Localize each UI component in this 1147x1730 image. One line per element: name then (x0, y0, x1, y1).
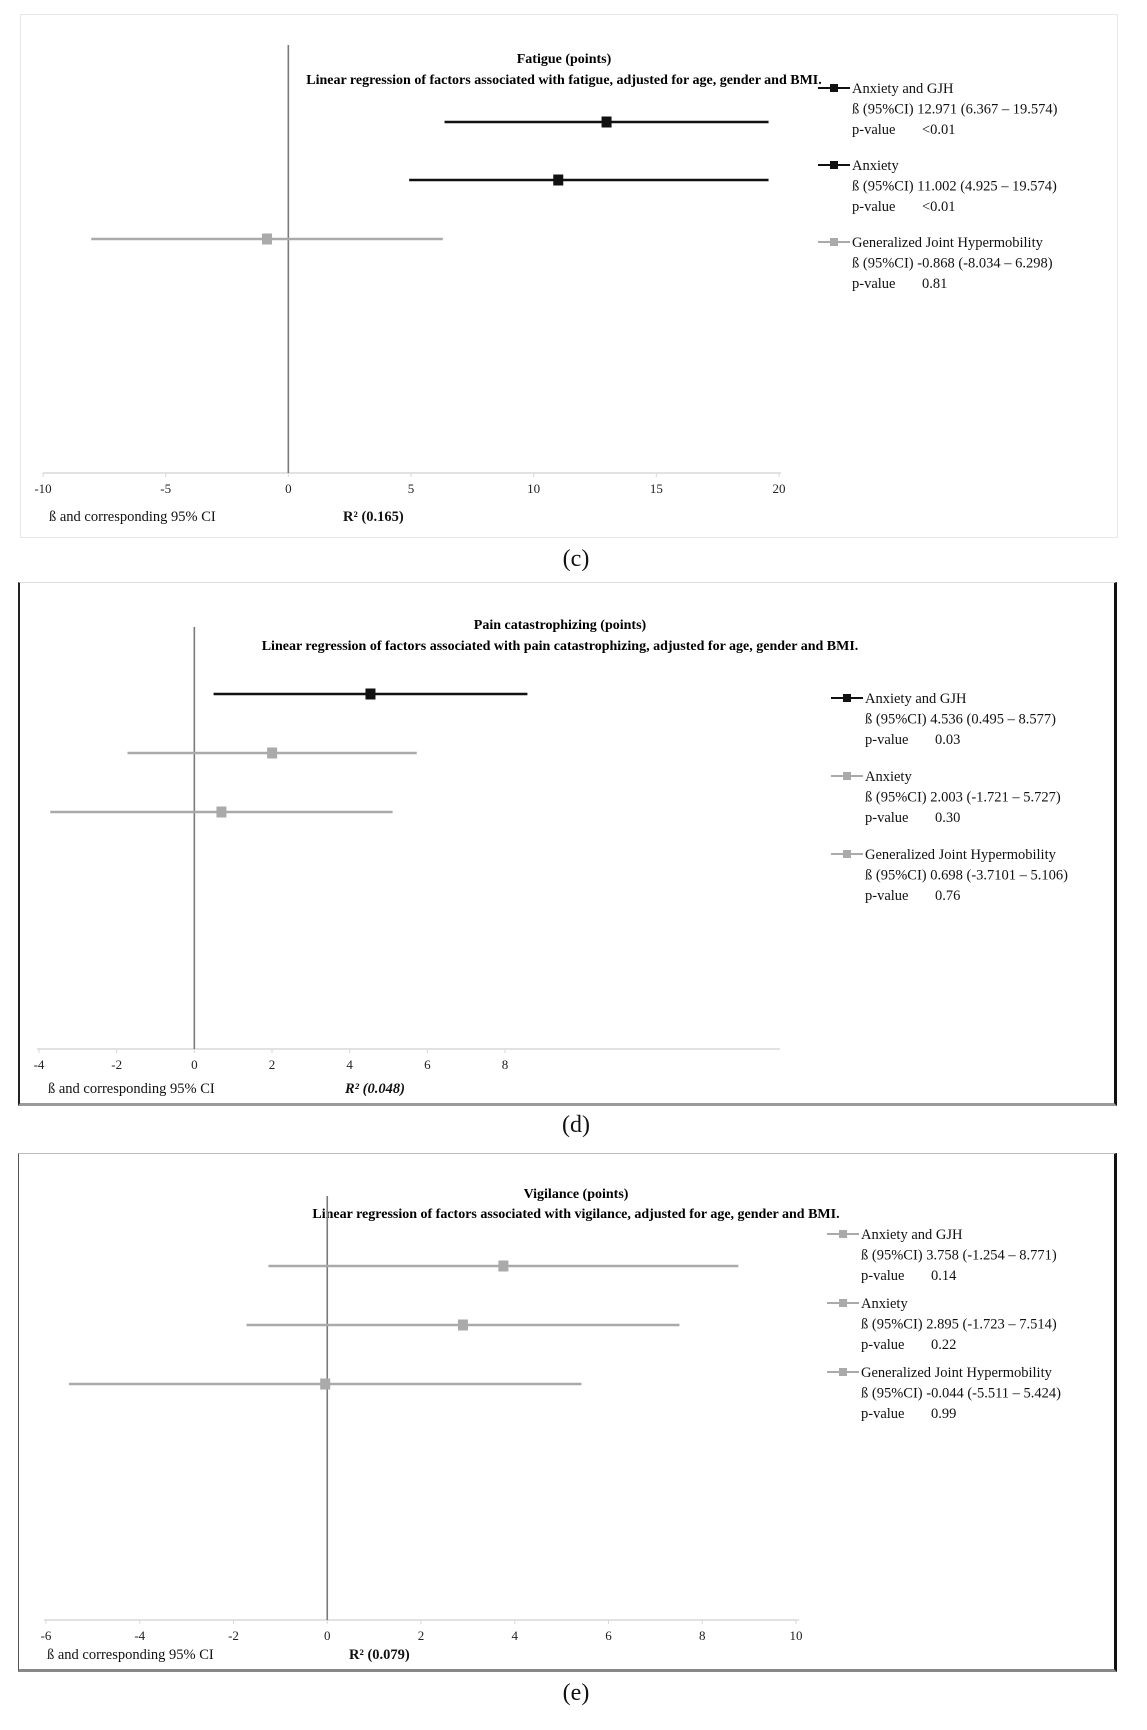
x-axis-label: ß and corresponding 95% CI (47, 1647, 214, 1663)
beta-point-marker (262, 234, 272, 245)
chart-svg (19, 1154, 1118, 1673)
legend-p-value: p-value <0.01 (852, 122, 956, 138)
forest-row (445, 117, 769, 128)
x-tick-label: -10 (34, 481, 52, 496)
forest-row (69, 1379, 582, 1390)
legend-p-value: p-value 0.14 (861, 1268, 957, 1284)
forest-row (214, 689, 528, 700)
x-tick-label: -2 (111, 1057, 123, 1072)
x-tick-label: 4 (511, 1628, 518, 1643)
chart-svg (20, 583, 1119, 1107)
legend-entry (827, 1227, 1057, 1284)
beta-point-marker (267, 748, 277, 759)
r-squared-label: R² (0.048) (345, 1081, 405, 1097)
legend-beta-ci: ß (95%CI) 4.536 (0.495 – 8.577) (865, 711, 1056, 728)
x-tick-label: 10 (789, 1628, 803, 1643)
legend-beta-ci: ß (95%CI) -0.044 (-5.511 – 5.424) (861, 1385, 1062, 1402)
legend-beta-ci: ß (95%CI) 3.758 (-1.254 – 8.771) (861, 1247, 1057, 1264)
legend-entry (818, 158, 1057, 215)
legend-series-name: Anxiety (852, 158, 899, 174)
r-squared-label: R² (0.079) (349, 1647, 410, 1663)
x-axis-label: ß and corresponding 95% CI (48, 1081, 215, 1097)
legend-square-marker-icon (839, 1368, 847, 1376)
legend-series-name: Anxiety and GJH (861, 1227, 963, 1243)
beta-point-marker (498, 1261, 508, 1272)
chart-subtitle: Linear regression of factors associated with fatigue, adjusted for age, gender and BMI. (306, 73, 822, 88)
forest-plot-vigilance (18, 1153, 1117, 1672)
forest-row (409, 175, 768, 186)
x-tick-label: -6 (40, 1628, 52, 1643)
beta-point-marker (216, 807, 226, 818)
x-tick-label: 4 (346, 1057, 353, 1072)
legend-entry (818, 81, 1058, 138)
chart-subtitle: Linear regression of factors associated with pain catastrophizing, adjusted for age, gender and BMI. (261, 639, 859, 654)
x-tick-label: -5 (160, 481, 172, 496)
legend-square-marker-icon (843, 772, 851, 780)
legend-square-marker-icon (839, 1299, 847, 1307)
x-tick-label: 15 (649, 481, 663, 496)
legend-beta-ci: ß (95%CI) 12.971 (6.367 – 19.574) (852, 101, 1058, 118)
legend-square-marker-icon (839, 1230, 847, 1238)
legend-p-value: p-value 0.81 (852, 276, 948, 292)
x-tick-label: 0 (191, 1057, 198, 1072)
legend-p-value: p-value <0.01 (852, 199, 956, 215)
legend-square-marker-icon (830, 238, 838, 246)
legend-entry (831, 769, 1061, 826)
legend-series-name: Generalized Joint Hypermobility (852, 235, 1043, 251)
x-tick-label: -4 (33, 1057, 45, 1072)
legend-p-value: p-value 0.99 (861, 1406, 957, 1422)
legend-square-marker-icon (843, 694, 851, 702)
chart-title: Vigilance (points) (523, 1187, 629, 1202)
x-tick-label: 2 (268, 1057, 276, 1072)
legend-beta-ci: ß (95%CI) 11.002 (4.925 – 19.574) (852, 178, 1057, 195)
forest-plot-fatigue (20, 14, 1118, 538)
legend-series-name: Generalized Joint Hypermobility (861, 1365, 1052, 1381)
forest-row (268, 1261, 738, 1272)
legend-entry (831, 847, 1068, 904)
x-tick-label: 0 (324, 1628, 331, 1643)
legend-entry (831, 691, 1056, 748)
r-squared-label: R² (0.165) (343, 509, 404, 525)
forest-row (91, 234, 443, 245)
legend-beta-ci: ß (95%CI) 2.895 (-1.723 – 7.514) (861, 1316, 1057, 1333)
legend-series-name: Anxiety and GJH (865, 691, 967, 707)
x-tick-label: 8 (501, 1057, 509, 1072)
legend-p-value: p-value 0.76 (865, 888, 961, 904)
legend-p-value: p-value 0.30 (865, 810, 961, 826)
forest-row (50, 807, 392, 818)
x-axis-label: ß and corresponding 95% CI (49, 509, 216, 525)
legend-beta-ci: ß (95%CI) 0.698 (-3.7101 – 5.106) (865, 867, 1068, 884)
legend-entry (827, 1296, 1057, 1353)
x-tick-label: 0 (285, 481, 292, 496)
chart-title: Fatigue (points) (516, 52, 612, 67)
x-tick-label: 5 (407, 481, 415, 496)
legend-beta-ci: ß (95%CI) 2.003 (-1.721 – 5.727) (865, 789, 1061, 806)
x-tick-label: -4 (134, 1628, 146, 1643)
panel-caption-c: (c) (562, 546, 590, 572)
beta-point-marker (553, 175, 563, 186)
beta-point-marker (365, 689, 375, 700)
legend-series-name: Generalized Joint Hypermobility (865, 847, 1056, 863)
panel-caption-e: (e) (562, 1680, 590, 1706)
legend-p-value: p-value 0.22 (861, 1337, 957, 1353)
legend-square-marker-icon (843, 850, 851, 858)
legend-entry (827, 1365, 1061, 1422)
legend-series-name: Anxiety (865, 769, 912, 785)
x-tick-label: -2 (228, 1628, 239, 1643)
x-tick-label: 2 (417, 1628, 425, 1643)
x-tick-label: 6 (424, 1057, 431, 1072)
forest-row (128, 748, 417, 759)
chart-subtitle: Linear regression of factors associated with vigilance, adjusted for age, gender and BMI. (312, 1207, 840, 1222)
legend-p-value: p-value 0.03 (865, 732, 961, 748)
legend-series-name: Anxiety and GJH (852, 81, 954, 97)
beta-point-marker (458, 1320, 468, 1331)
beta-point-marker (602, 117, 612, 128)
legend-beta-ci: ß (95%CI) -0.868 (-8.034 – 6.298) (852, 255, 1053, 272)
chart-svg (21, 15, 1119, 539)
x-tick-label: 8 (699, 1628, 706, 1643)
forest-row (246, 1320, 679, 1331)
legend-square-marker-icon (830, 161, 838, 169)
beta-point-marker (320, 1379, 330, 1390)
x-tick-label: 20 (772, 481, 786, 496)
chart-title: Pain catastrophizing (points) (473, 618, 647, 633)
x-tick-label: 6 (605, 1628, 612, 1643)
forest-plot-pain-catastrophizing (18, 582, 1117, 1106)
x-tick-label: 10 (527, 481, 541, 496)
panel-caption-d: (d) (562, 1112, 590, 1138)
legend-entry (818, 235, 1053, 292)
legend-series-name: Anxiety (861, 1296, 908, 1312)
legend-square-marker-icon (830, 84, 838, 92)
